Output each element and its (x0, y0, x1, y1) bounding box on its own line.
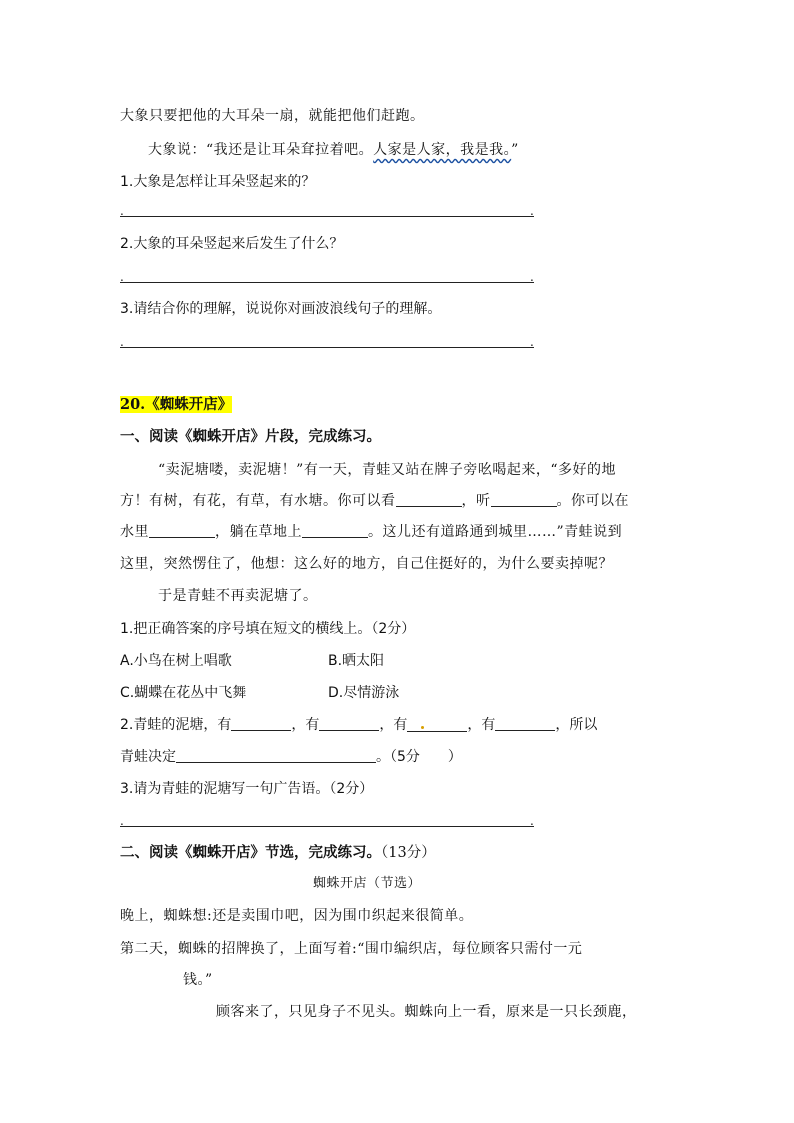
passage-line: 晚上，蜘蛛想:还是卖围巾吧，因为围巾织起来很简单。 (120, 908, 474, 924)
answer-line[interactable] (120, 826, 534, 827)
question-text: ，有 (291, 717, 320, 733)
fill-blank[interactable] (176, 748, 376, 763)
question-1: 1.把正确答案的序号填在短文的横线上。（2分） (120, 621, 416, 637)
passage-text: 大象说： (148, 142, 206, 158)
heading-text: 二、阅读《蜘蛛开店》节选，完成练习。 (120, 844, 381, 861)
passage-line: “卖泥塘喽，卖泥塘！”有一天，青蛙又站在牌子旁吆喝起来，“多好的地 (158, 462, 616, 478)
wavy-underlined-sentence: 人家是人家，我是我。 (373, 142, 512, 158)
fill-blank[interactable] (491, 492, 557, 507)
option-d: D.尽情游泳 (328, 685, 400, 701)
fill-blank[interactable] (302, 523, 368, 538)
stray-mark (421, 726, 424, 729)
score-label: （13分） (381, 845, 436, 861)
fill-blank[interactable] (149, 523, 215, 538)
line-start-dot: . (120, 335, 124, 349)
passage-text: 。这儿还有道路通到城里……”青蛙说到 (368, 524, 623, 540)
question-text: ，所以 (555, 717, 598, 733)
passage-line: 钱。” (183, 972, 213, 988)
lesson-title (120, 395, 232, 415)
line-start-dot: . (120, 814, 124, 828)
passage-text: 。你可以在 (556, 493, 629, 509)
question-2 (120, 715, 597, 735)
passage-text: ，躺在草地上 (215, 524, 302, 540)
question-text: 2.青蛙的泥塘，有 (120, 717, 232, 733)
line-end-dot: . (530, 814, 534, 828)
question-text: ，有 (467, 717, 496, 733)
question-3: 3.请为青蛙的泥塘写一句广告语。（2分） (120, 781, 374, 797)
fill-blank[interactable] (396, 492, 462, 507)
answer-line[interactable] (120, 216, 534, 217)
passage-line: 顾客来了，只见身子不见头。蜘蛛向上一看，原来是一只长颈鹿， (216, 1004, 637, 1020)
question-2: 2.大象的耳朵竖起来后发生了什么？ (120, 236, 344, 252)
passage-line (120, 522, 622, 542)
lesson-title-highlight: 20.《蜘蛛开店》 (120, 396, 233, 413)
passage-line: 于是青蛙不再卖泥塘了。 (158, 588, 318, 604)
passage-text: ，听 (461, 493, 491, 509)
option-c: C.蝴蝶在花丛中飞舞 (120, 685, 247, 701)
passage-text: 方！有树，有花，有草，有水塘。你可以看 (120, 493, 396, 509)
line-end-dot: . (530, 335, 534, 349)
passage-text: 水里 (120, 524, 149, 540)
fill-blank[interactable] (407, 717, 467, 732)
passage-text: ” (511, 142, 519, 158)
passage-line: 这里，突然愣住了，他想：这么好的地方，自己住挺好的，为什么要卖掉呢？ (120, 556, 613, 572)
line-end-dot: . (530, 270, 534, 284)
fill-blank[interactable] (495, 716, 555, 731)
passage-line: 大象只要把他的大耳朵一扇，就能把他们赶跑。 (120, 108, 425, 124)
question-text: ，有 (379, 717, 408, 733)
option-b: B.晒太阳 (328, 653, 385, 669)
section-heading-1: 一、阅读《蜘蛛开店》片段，完成练习。 (120, 428, 381, 445)
passage-line-quote (148, 140, 519, 160)
question-2-cont (120, 747, 462, 767)
question-3: 3.请结合你的理解，说说你对画波浪线句子的理解。 (120, 301, 442, 317)
question-text: 青蛙决定 (120, 749, 176, 765)
passage-line: 第二天，蜘蛛的招牌换了，上面写着:“围巾编织店，每位顾客只需付一元 (120, 941, 583, 957)
answer-line[interactable] (120, 282, 534, 283)
question-text: 。（5分 ） (376, 749, 462, 765)
answer-line[interactable] (120, 347, 534, 348)
fill-blank[interactable] (319, 716, 379, 731)
question-1: 1.大象是怎样让耳朵竖起来的？ (120, 174, 316, 190)
fill-blank[interactable] (231, 716, 291, 731)
passage-subtitle: 蜘蛛开店（节选） (313, 876, 422, 891)
option-a: A.小鸟在树上唱歌 (120, 653, 232, 669)
section-heading-2 (120, 843, 436, 863)
passage-line (120, 491, 629, 511)
passage-text: “我还是让耳朵耷拉着吧。 (206, 142, 374, 158)
line-end-dot: . (530, 204, 534, 218)
line-start-dot: . (120, 270, 124, 284)
line-start-dot: . (120, 204, 124, 218)
